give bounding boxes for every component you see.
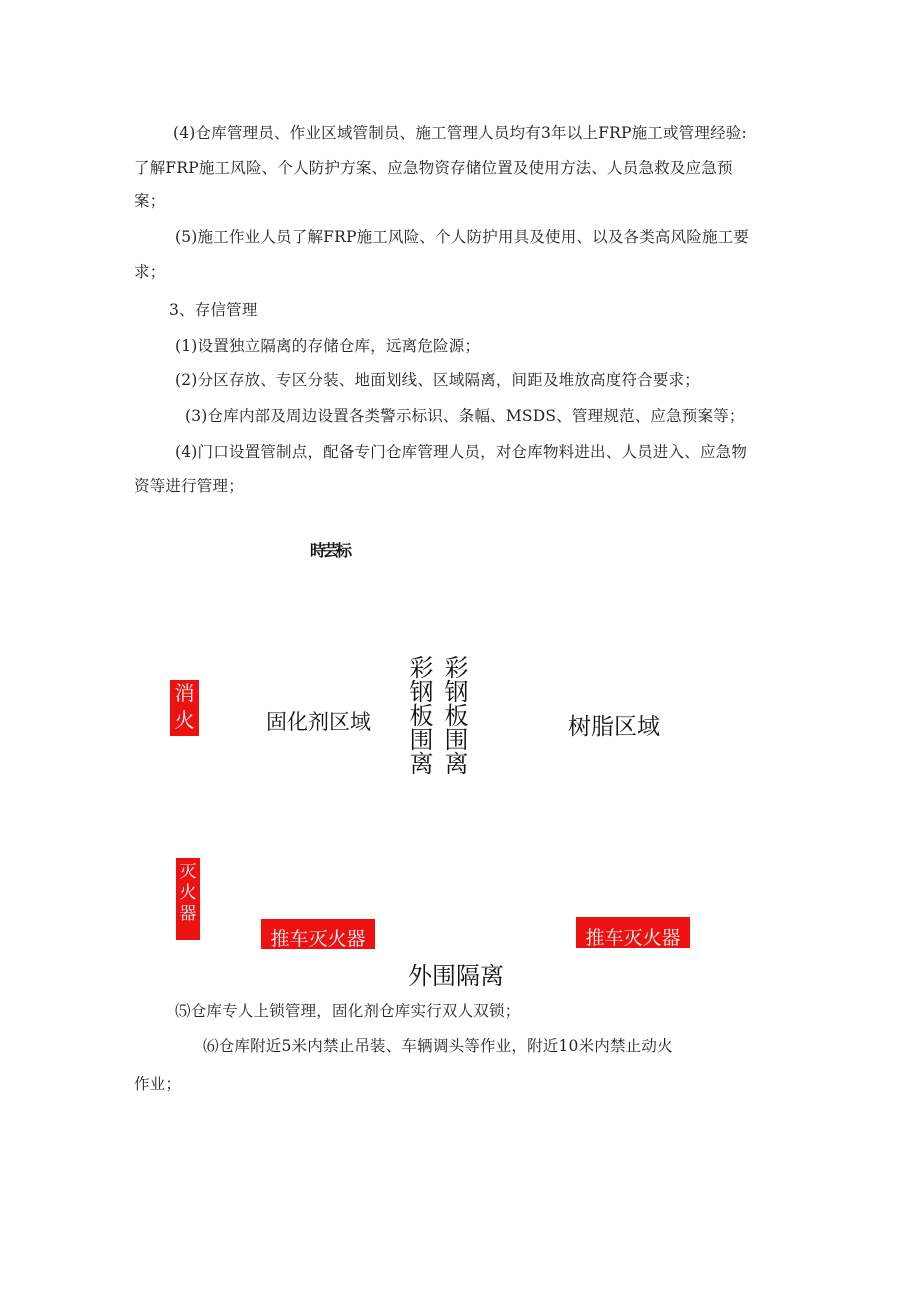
- para-5-line-1: (5)施工作业人员了解FRP施工风险、个人防护用具及使用、以及各类高风险施工要: [175, 228, 750, 246]
- partition-left-clip: [405, 655, 433, 785]
- storage-item-4-line-2: 资等进行管理；: [134, 477, 244, 495]
- storage-item-1: (1)设置独立隔离的存储仓库，远离危险源；: [175, 337, 481, 355]
- section-3-heading: 3、存信管理: [169, 301, 258, 319]
- cart-extinguisher-right: 推车灭火器: [576, 917, 690, 948]
- storage-item-5: ⑸仓库专人上锁管理，固化剂仓库实行双人双锁；: [175, 1002, 521, 1020]
- fire-hydrant-sign: 消火: [170, 680, 199, 736]
- curing-agent-zone-label: 固化剂区域: [266, 710, 371, 734]
- partition-left-label: 彩钢板围离: [405, 655, 433, 775]
- storage-item-6-line-2: 作业；: [134, 1075, 182, 1093]
- storage-item-6-line-1: ⑹仓库附近5米内禁止吊装、车辆调头等作业，附近10米内禁止动火: [203, 1037, 673, 1055]
- para-5-line-2: 求；: [134, 263, 166, 281]
- outer-isolation-label: 外围隔离: [408, 962, 504, 990]
- para-4-line-3: 案；: [134, 192, 166, 210]
- partition-right-label: 彩钢板围离: [440, 655, 468, 775]
- diagram-header-garbled: 時芸标: [310, 541, 350, 560]
- fire-extinguisher-sign: 灭火器: [176, 858, 200, 940]
- storage-item-2: (2)分区存放、专区分装、地面划线、区域隔离，间距及堆放高度符合要求；: [175, 371, 700, 389]
- para-4-line-2: 了解FRP施工风险、个人防护方案、应急物资存储位置及使用方法、人员急救及应急预: [134, 159, 733, 177]
- resin-zone-label: 树脂区域: [568, 714, 660, 740]
- storage-item-4-line-1: (4)门口设置管制点，配备专门仓库管理人员，对仓库物料进出、人员进入、应急物: [175, 443, 748, 461]
- storage-item-3: (3)仓库内部及周边设置各类警示标识、条幅、MSDS、管理规范、应急预案等；: [185, 407, 745, 425]
- para-4-line-1: (4)仓库管理员、作业区域管制员、施工管理人员均有3年以上FRP施工或管理经验:: [173, 124, 747, 142]
- cart-extinguisher-left: 推车灭火器: [261, 919, 375, 949]
